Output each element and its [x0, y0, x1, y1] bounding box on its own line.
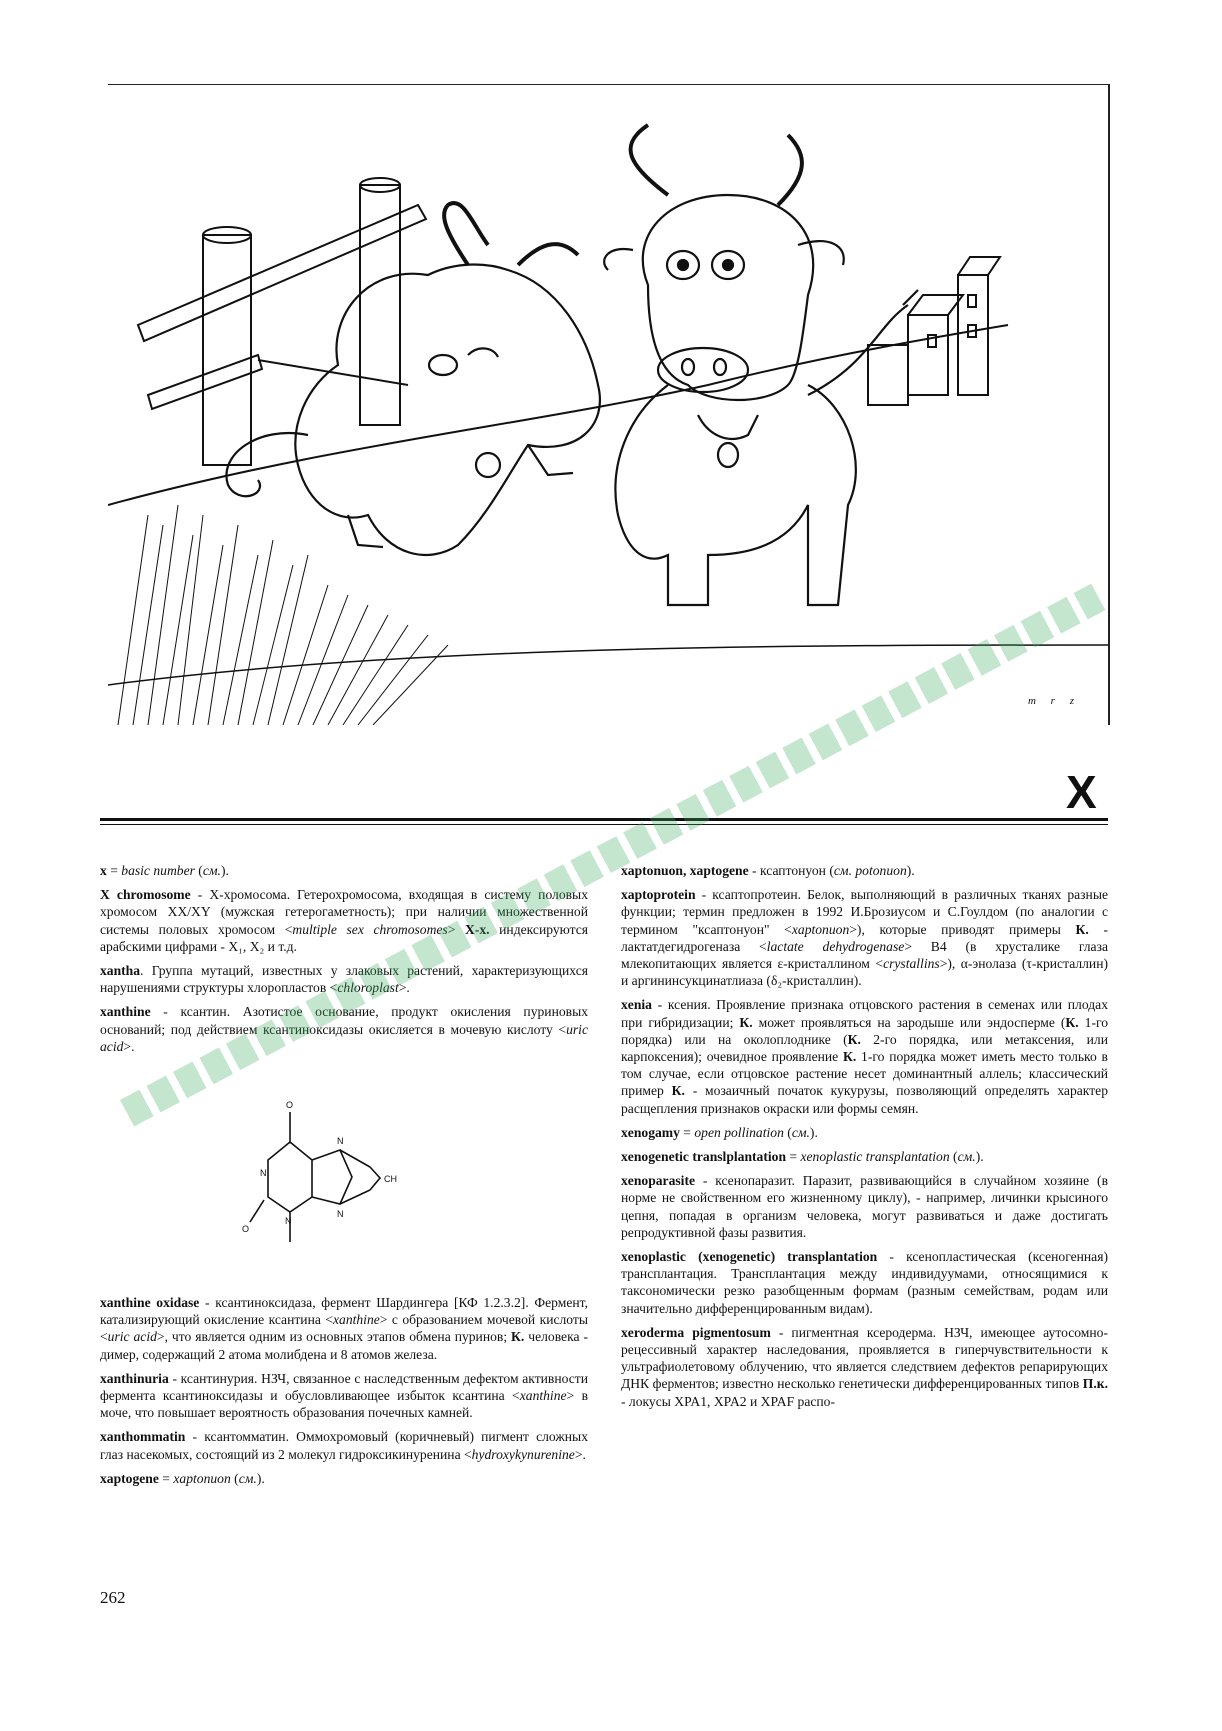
entry-text: см. potonuon: [833, 863, 907, 878]
entry-text: > с образованием мочевой кислоты <: [100, 1312, 588, 1345]
entry-text: К.: [1065, 1014, 1079, 1030]
entry-text: см.: [957, 1149, 976, 1165]
entry-text: - ксаптопротеин. Белок, выполняющий в различных тканях разные функции; термин предложен в 1992 И.Брозиусом и С.Гоулдом (по аналогии с термином "ксаптонуон" <: [621, 887, 1108, 937]
entry-text: - ксантиноксидаза, фермент Шардингера [КФ 1.2.3.2]. Фермент, катализирующий окисление ксантина <: [100, 1295, 588, 1328]
entry-term: xanthine: [100, 1004, 151, 1020]
dictionary-entry: [621, 1124, 1108, 1141]
right-bull: [604, 125, 918, 605]
xanthine-formula-svg: [240, 1072, 440, 1282]
entry-text: >), α-энолаза (τ-кристаллин) и аргининсукцинатлиаза (δ₂-кристаллин).: [621, 956, 1108, 989]
entry-term: xenoplastic (xenogenetic) transplantation: [621, 1249, 878, 1265]
entry-text: xaptonuon: [173, 1470, 231, 1486]
entry-text: - лактатдегидрогеназа <: [621, 921, 1108, 954]
dictionary-entry: [621, 1172, 1108, 1241]
entry-text: open pollination: [694, 1124, 784, 1140]
entry-text: hydroxykynurenine: [471, 1446, 575, 1462]
dictionary-entry: [100, 1428, 588, 1462]
entry-text: 1-го порядка может иметь место только в том случае, если отцовское растение несет доминантный аллель; классический пример: [621, 1049, 1108, 1099]
entry-text: К.: [739, 1014, 753, 1030]
dictionary-entry: [100, 1370, 588, 1422]
cartoon-bulls-drawing: [108, 85, 1108, 725]
entry-text: К.: [842, 1049, 857, 1065]
entry-text: =: [158, 1470, 174, 1486]
page-number: 262: [100, 1588, 126, 1607]
entry-text: >.: [123, 1038, 135, 1054]
entry-text: (: [230, 1470, 239, 1486]
entry-term: xeroderma pigmentosum: [621, 1324, 771, 1340]
illustration-signature: m r z: [1027, 695, 1080, 707]
entry-text: ).: [975, 1149, 984, 1165]
entry-text: xanthine: [519, 1388, 567, 1404]
entry-text: - X-хромосома. Гетерохромосома, входящая в систему половых хромосом XX/XY (мужская гетерогаметность); при наличии множественной системы половых хромосом <: [100, 887, 588, 937]
dictionary-entry: [100, 1470, 588, 1487]
entry-text: (: [194, 863, 203, 878]
left-bull: [226, 203, 599, 555]
entry-text: 1-го порядка) или на околоплоднике (: [621, 1014, 1108, 1047]
formula-atom-n3: N: [285, 1216, 292, 1227]
entry-text: ).: [220, 863, 229, 878]
entry-text: > B4 (в хрусталике глаза млекопитающих является ε-кристаллином <: [621, 938, 1108, 972]
entry-text: X-x.: [465, 921, 490, 937]
dictionary-entry: [100, 1294, 588, 1363]
entry-text: П.к.: [1082, 1376, 1108, 1392]
entry-text: - мозаичный початок кукурузы, позволяющий определять характер расщепления признаков окраски или формы семян.: [621, 1083, 1108, 1116]
entry-text: (: [783, 1124, 792, 1140]
entry-text: см.: [238, 1470, 257, 1486]
entry-text: >.: [398, 980, 410, 996]
entry-text: ).: [809, 1124, 818, 1140]
entry-text: =: [106, 863, 122, 878]
entry-text: см.: [791, 1124, 810, 1140]
entry-text: xenoplastic transplantation: [800, 1149, 950, 1165]
dictionary-entry: [621, 1324, 1108, 1410]
entry-text: xanthine: [332, 1312, 380, 1328]
entry-text: К.: [847, 1031, 861, 1047]
entry-text: multiple sex chromosomes: [292, 921, 448, 937]
formula-atom-n9: N: [337, 1209, 344, 1220]
entry-term: xenogenetic translplantation: [621, 1149, 787, 1165]
entry-text: - ксантин. Азотистое основание, продукт окисления пуриновых оснований; под действием ксантиноксидазы окисляется в мочевую кислоту <: [100, 1004, 588, 1037]
entry-term: xaptogene: [100, 1470, 159, 1486]
entry-text: crystallins: [883, 956, 940, 972]
entry-text: - ксенопаразит. Паразит, развивающийся в случайном хозяине (в норме не свойственном его жизненному циклу), - например, личинки крысиного цепня, попадая в организм человека, могут развиваться и даже достигать репродуктивной фазы развития.: [621, 1173, 1108, 1240]
entry-text: > в моче, что повышает вероятность образования почечных камней.: [100, 1388, 588, 1421]
entry-text: человека - димер, содержащий 2 атома молибдена и 8 атомов железа.: [100, 1329, 588, 1362]
entry-text: К.: [671, 1083, 685, 1099]
entry-term: xaptoprotein: [621, 887, 696, 903]
formula-atom-o-top: O: [286, 1100, 294, 1111]
entry-text: может проявляться на зародыше или эндосперме (: [752, 1014, 1066, 1030]
entry-term: xenogamy: [621, 1124, 680, 1140]
formula-atom-ch: CH: [384, 1174, 397, 1185]
entry-text: - ксантинурия. НЗЧ, связанное с наследственным дефектом активности фермента ксантиноксидазы и обусловливающее избыток ксантина <: [100, 1370, 588, 1404]
entry-text: - ксаптонуон (: [748, 863, 834, 878]
entry-term: xantha: [100, 963, 141, 979]
entry-text: =: [786, 1149, 801, 1165]
entry-term: xanthommatin: [100, 1429, 186, 1445]
entry-text: ).: [256, 1470, 265, 1486]
dictionary-entry: [100, 862, 588, 879]
entry-text: (: [949, 1149, 958, 1165]
entry-text: >: [447, 921, 465, 937]
entry-text: см.: [202, 863, 221, 878]
entry-term: xanthinuria: [100, 1370, 169, 1386]
formula-atom-n1: N: [260, 1168, 267, 1179]
entry-text: >, что является одним из основных этапов обмена пуринов;: [156, 1329, 512, 1345]
entry-text: chloroplast: [337, 980, 399, 996]
entry-term: xanthine oxidase: [100, 1295, 200, 1311]
left-column: [100, 862, 588, 1494]
entry-text: - пигментная ксеродерма. НЗЧ, имеющее аутосомно-рецессивный характер наследования, проявляется в гиперчувствительности к ультрафиолетовому облучению, что является следствием дефектов репарирующих ДНК ферментов; известно несколько генетически дифференцированных типов: [621, 1324, 1108, 1392]
entry-text: - ксенопластическая (ксеногенная) трансплантация. Трансплантация между индивидуумами, относящимися к таксономически резко разобщенным формам (разным семействам, родам или значительно дифференцированным видам).: [621, 1249, 1108, 1316]
entry-text: - ксения. Проявление признака отцовского растения в семенах или плодах при гибридизации;: [621, 997, 1108, 1030]
dictionary-entry: [621, 1248, 1108, 1317]
formula-atom-o-bottom: O: [242, 1224, 250, 1235]
dictionary-entry: [621, 1148, 1108, 1165]
formula-atom-n7: N: [337, 1136, 344, 1147]
entry-text: индексируются арабскими цифрами - X₁, X₂ и т.д.: [100, 921, 588, 954]
entry-term: xenoparasite: [621, 1173, 696, 1189]
dictionary-entry: [621, 862, 1108, 879]
entry-text: uric acid: [100, 1021, 588, 1054]
village-buildings: [868, 257, 1000, 405]
entry-text: uric acid: [107, 1329, 157, 1345]
entry-text: 2-го порядка, или метаксения, или карпоксения); очевидное проявление: [621, 1031, 1108, 1065]
entry-text: >.: [574, 1446, 586, 1462]
entry-text: - локусы XPA1, XPA2 и XPAF распо-: [621, 1393, 836, 1409]
entry-text: =: [679, 1124, 695, 1140]
grass-hatching: [118, 505, 448, 725]
entry-text: . Группа мутаций, известных у злаковых растений, характеризующихся нарушениями структуры хлоропластов <: [100, 963, 588, 996]
entry-text: basic number: [121, 863, 195, 878]
entry-term: xenia: [621, 997, 652, 1013]
cartoon-illustration: [108, 84, 1110, 725]
entry-text: lactate dehydrogenase: [766, 938, 905, 954]
heading-rule-thick: [100, 818, 1108, 821]
section-letter-heading: X: [1066, 766, 1097, 818]
entry-term: xaptonuon, xaptogene: [621, 863, 749, 878]
entry-text: К.: [1075, 921, 1089, 937]
entry-text: ).: [906, 863, 915, 878]
entry-text: xaptonuon: [791, 921, 850, 937]
heading-rule-thin: [100, 824, 1108, 825]
entry-text: К.: [511, 1329, 525, 1345]
dictionary-entry: [621, 996, 1108, 1116]
wooden-fence: [138, 178, 426, 465]
entry-term: x: [100, 863, 107, 878]
entry-term: X chromosome: [100, 887, 191, 903]
dictionary-entry: [621, 886, 1108, 989]
entry-text: >), которые приводят примеры: [849, 921, 1076, 937]
entry-text: - ксантомматин. Оммохромовый (коричневый) пигмент сложных глаз насекомых, состоящий из 2 молекул гидроксикинуренина <: [100, 1429, 588, 1462]
right-column: [621, 862, 1108, 1417]
